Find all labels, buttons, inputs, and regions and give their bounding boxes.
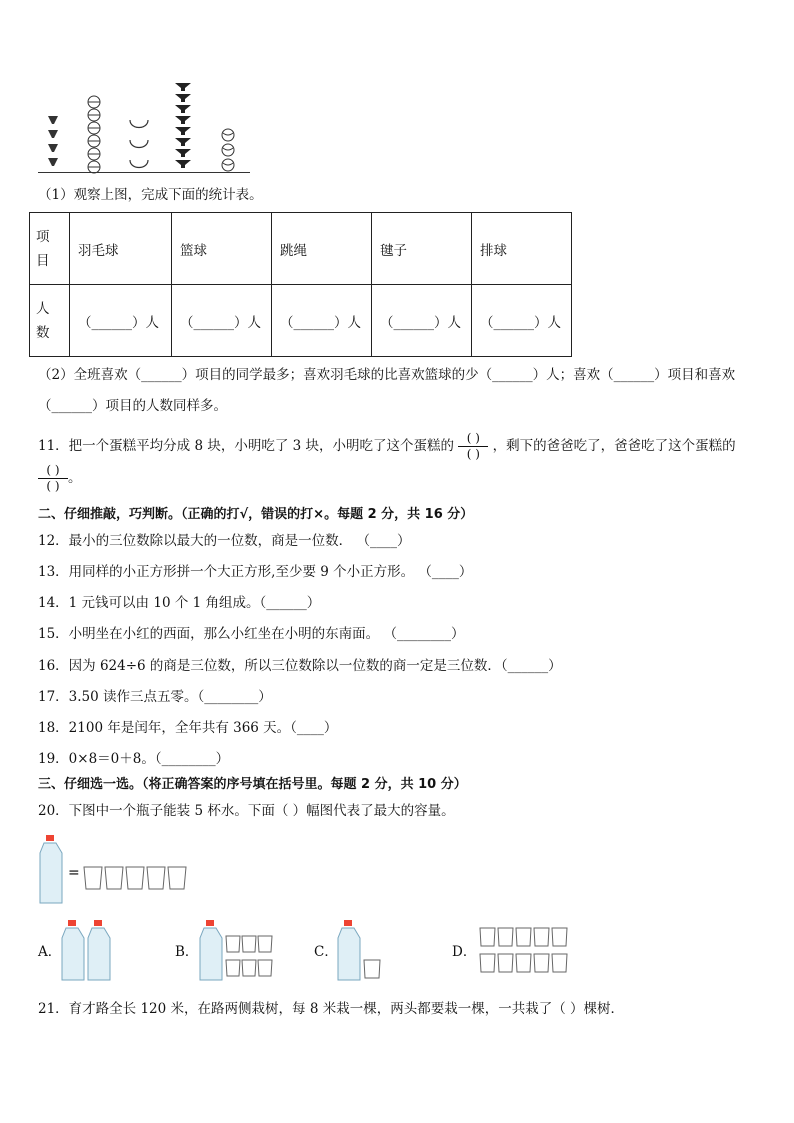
stats-table xyxy=(29,212,572,357)
volleyball-icon xyxy=(219,128,237,174)
count-blank-jianzi[interactable]: （______）人 xyxy=(372,285,472,357)
bottle-icon xyxy=(40,835,62,903)
bottle-icon xyxy=(88,920,110,980)
q10-part2-line1: （2）全班喜欢（______）项目的同学最多；喜欢羽毛球的比喜欢篮球的少（______）人；喜欢（______）项目和喜欢 xyxy=(38,367,736,383)
judge-item: 17．3.50 读作三点五零。（________） xyxy=(38,689,272,705)
jianzi-column xyxy=(172,80,194,172)
basketball-icon xyxy=(84,94,104,174)
option-b-figure[interactable] xyxy=(198,920,280,982)
cup-icon xyxy=(364,960,380,978)
fraction-blank[interactable]: $\frac{( )}{( )}$ xyxy=(458,431,488,462)
q21-text: 21．育才路全长 120 米，在路两侧栽树，每 8 米栽一棵，两头都要栽一棵，一共栽了（ ）棵树． xyxy=(38,1001,624,1017)
section2-heading: 二、仔细推敲，巧判断。（正确的打√，错误的打×。每题 2 分，共 16 分） xyxy=(38,507,474,522)
bottle-icon xyxy=(338,920,360,980)
judge-item: 19．0×8＝0＋8。（________） xyxy=(38,751,230,767)
shuttlecock-icon xyxy=(46,114,60,172)
fraction-blank[interactable]: $\frac{( )}{( )}$ xyxy=(38,463,68,494)
q11-line1: 11．把一个蛋糕平均分成 8 块，小明吃了 3 块，小明吃了这个蛋糕的 $\frac{( )}{( )}$ ，剩下的爸爸吃了，爸爸吃了这个蛋糕的 xyxy=(38,431,736,461)
option-a-label[interactable]: A． xyxy=(38,944,62,960)
cup-icon xyxy=(226,936,272,976)
judge-item: 12．最小的三位数除以最大的一位数，商是一位数． （____） xyxy=(38,533,411,549)
equals-sign: = xyxy=(68,865,80,881)
bottle-icon xyxy=(200,920,222,980)
q11-line2: $\frac{( )}{( )}$ 。 xyxy=(38,463,82,494)
item-volleyball: 排球 xyxy=(472,213,572,285)
shuttlecock-column xyxy=(46,114,60,172)
item-basketball: 篮球 xyxy=(172,213,272,285)
option-c-label[interactable]: C． xyxy=(314,944,338,960)
q20-text: 20．下图中一个瓶子能装 5 杯水。下面（ ）幅图代表了最大的容量。 xyxy=(38,803,455,819)
judge-item: 18．2100 年是闰年，全年共有 366 天。（____） xyxy=(38,720,338,736)
cup-icon xyxy=(84,867,186,889)
basketball-column xyxy=(84,94,104,174)
judge-item: 16．因为 624÷6 的商是三位数，所以三位数除以一位数的商一定是三位数．（______） xyxy=(38,658,562,674)
section3-heading: 三、仔细选一选。（将正确答案的序号填在括号里。每题 2 分，共 10 分） xyxy=(38,777,467,792)
item-jianzi: 毽子 xyxy=(372,213,472,285)
item-jump-rope: 跳绳 xyxy=(272,213,372,285)
judge-item: 13．用同样的小正方形拼一个大正方形,至少要 9 个小正方形。 （____） xyxy=(38,564,473,580)
q10-part2-line2: （______）项目的人数同样多。 xyxy=(38,398,227,414)
count-blank-jump-rope[interactable]: （______）人 xyxy=(272,285,372,357)
jump-rope-column xyxy=(126,116,152,174)
bottle-icon xyxy=(62,920,84,980)
row-header-count: 人 数 xyxy=(30,285,70,357)
jump-rope-icon xyxy=(126,116,152,174)
count-blank-basketball[interactable]: （______）人 xyxy=(172,285,272,357)
count-blank-volleyball[interactable]: （______）人 xyxy=(472,285,572,357)
row-header-item: 项 目 xyxy=(30,213,70,285)
q10-part1: （1）观察上图，完成下面的统计表。 xyxy=(38,187,263,203)
volleyball-column xyxy=(219,128,237,174)
reference-figure xyxy=(38,835,198,907)
baseline xyxy=(38,172,250,173)
jianzi-icon xyxy=(172,80,194,172)
option-c-figure[interactable] xyxy=(336,920,386,982)
option-d-label[interactable]: D． xyxy=(452,944,477,960)
judge-item: 14．1 元钱可以由 10 个 1 角组成。（______） xyxy=(38,595,321,611)
option-d-figure[interactable] xyxy=(478,926,574,980)
judge-item: 15．小明坐在小红的西面，那么小红坐在小明的东南面。 （________） xyxy=(38,626,465,642)
item-badminton: 羽毛球 xyxy=(70,213,172,285)
option-a-figure[interactable] xyxy=(60,920,116,982)
count-blank-badminton[interactable]: （______）人 xyxy=(70,285,172,357)
option-b-label[interactable]: B． xyxy=(175,944,199,960)
cup-icon xyxy=(480,928,567,972)
